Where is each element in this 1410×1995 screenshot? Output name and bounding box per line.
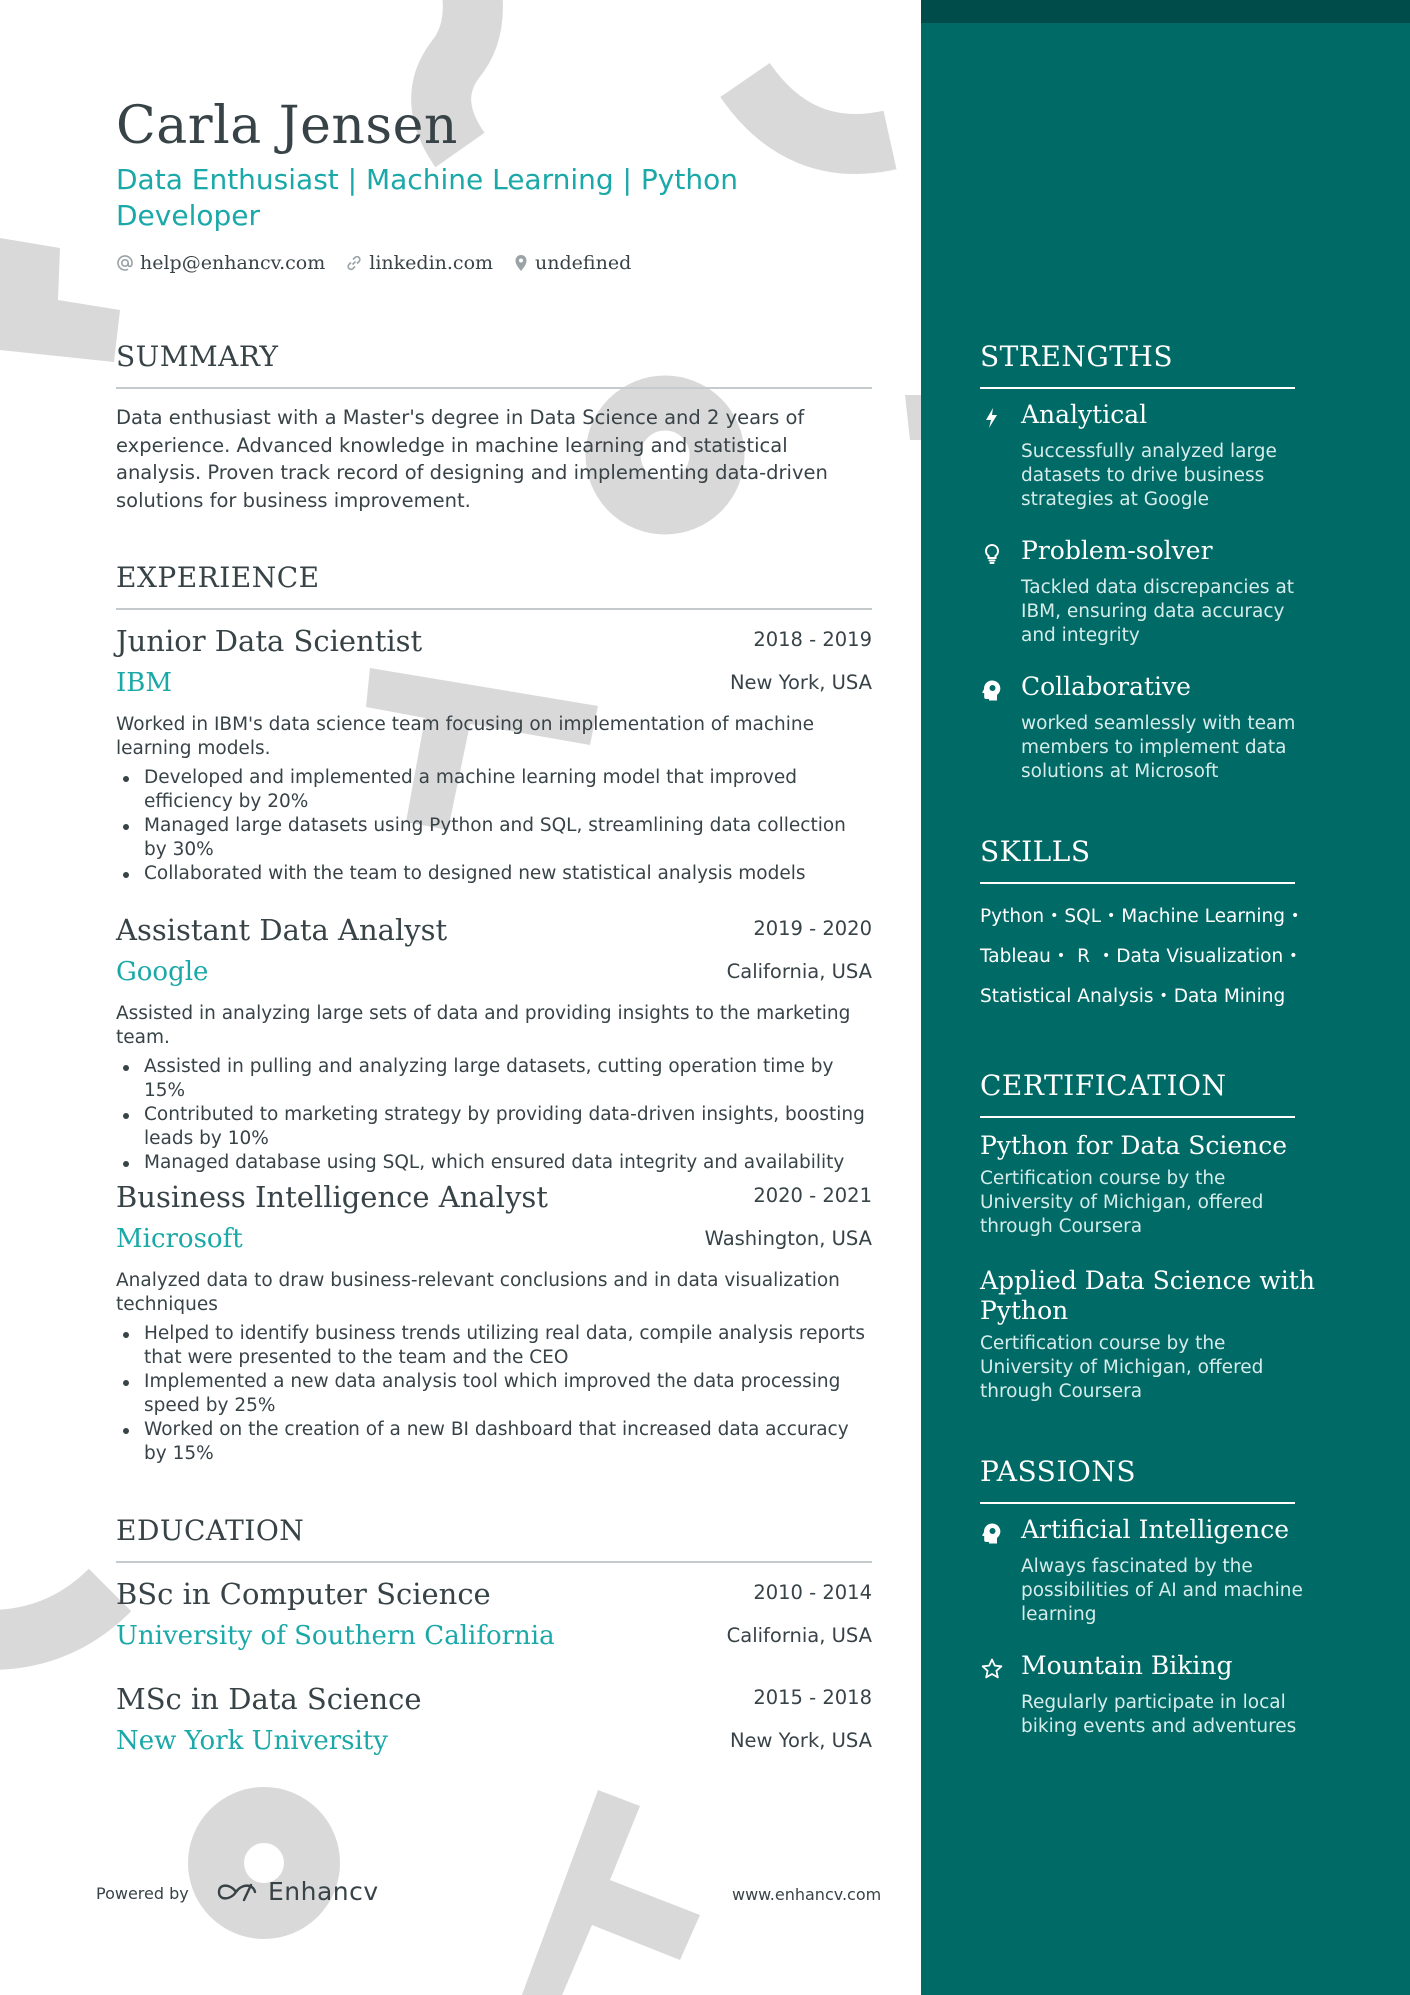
- contact-email[interactable]: [116, 252, 325, 274]
- skill-row: [980, 896, 1320, 936]
- job-bullet: Collaborated with the team to designed new statistical analysis models: [116, 862, 872, 886]
- education-dates: 2010 - 2014: [753, 1581, 872, 1604]
- education-degree: BSc in Computer Science: [116, 1577, 491, 1611]
- skill-separator: •: [1102, 948, 1111, 964]
- strength-description: Successfully analyzed large datasets to drive business strategies at Google: [1021, 441, 1277, 510]
- lightbulb-icon: [980, 542, 1004, 566]
- job-dates: 2020 - 2021: [753, 1184, 872, 1207]
- skill-tag: R: [1077, 945, 1091, 967]
- experience-title: EXPERIENCE: [116, 561, 320, 594]
- job-entry: [116, 913, 872, 1173]
- job-title: Junior Data Scientist: [116, 624, 423, 658]
- job-title: Business Intelligence Analyst: [116, 1180, 548, 1214]
- job-location: Washington, USA: [704, 1227, 872, 1250]
- strength-description: worked seamlessly with team members to implement data solutions at Microsoft: [1021, 713, 1296, 782]
- certification-description: Certification course by the University of Michigan, offered through Coursera: [980, 1333, 1264, 1402]
- education-location: California, USA: [726, 1624, 872, 1647]
- skill-tag: Statistical Analysis: [980, 985, 1154, 1007]
- job-bullet: Managed large datasets using Python and SQL, streamlining data collection by 30%: [116, 814, 872, 862]
- skill-separator: •: [1107, 908, 1116, 924]
- job-bullet: Managed database using SQL, which ensured data integrity and availability: [116, 1151, 872, 1175]
- strength-title: Problem-solver: [1021, 536, 1213, 565]
- passion-title: Mountain Biking: [1021, 1651, 1233, 1680]
- contact-location: [513, 252, 631, 274]
- skill-tag: Machine Learning: [1121, 905, 1285, 927]
- strength-item: [980, 672, 1360, 792]
- education-school: University of Southern California: [116, 1621, 555, 1651]
- strength-title: Collaborative: [1021, 672, 1191, 701]
- job-title: Assistant Data Analyst: [116, 913, 448, 947]
- skills-list: [980, 896, 1320, 1016]
- sidebar-top-bar: [921, 0, 1410, 23]
- summary-divider: [116, 387, 872, 389]
- certification-divider: [980, 1116, 1295, 1118]
- passion-description: Regularly participate in local biking events and adventures: [1021, 1692, 1297, 1737]
- job-bullet-list: [116, 766, 872, 886]
- education-location: New York, USA: [729, 1729, 872, 1752]
- education-entry: [116, 1682, 872, 1762]
- enhancv-logo[interactable]: [214, 1877, 379, 1906]
- enhancv-logo-icon: [214, 1879, 260, 1905]
- job-description: Assisted in analyzing large sets of data and providing insights to the marketing team.: [116, 1003, 851, 1048]
- candidate-headline: Data Enthusiast | Machine Learning | Python Developer: [116, 163, 738, 232]
- education-entry: [116, 1577, 872, 1657]
- job-bullet: Implemented a new data analysis tool which improved the data processing speed by 25%: [116, 1370, 872, 1418]
- link-icon: [345, 254, 363, 272]
- education-school: New York University: [116, 1726, 388, 1756]
- star-outline-icon: [980, 1657, 1004, 1681]
- job-bullet: Contributed to marketing strategy by providing data-driven insights, boosting leads by 10%: [116, 1103, 872, 1151]
- skill-separator: •: [1050, 908, 1059, 924]
- passion-title: Artificial Intelligence: [1021, 1515, 1290, 1544]
- job-bullet: Developed and implemented a machine learning model that improved efficiency by 20%: [116, 766, 872, 814]
- passions-title: PASSIONS: [980, 1455, 1137, 1488]
- skill-tag: Tableau: [980, 945, 1051, 967]
- certification-item: [980, 1266, 1320, 1404]
- job-company: Microsoft: [116, 1224, 243, 1254]
- skill-separator: •: [1159, 988, 1168, 1004]
- contact-email-text: help@enhancv.com: [140, 252, 326, 274]
- skill-tag: Python: [980, 905, 1045, 927]
- skill-tag: SQL: [1064, 905, 1102, 927]
- job-description: Worked in IBM's data science team focusing on implementation of machine learning models.: [116, 714, 815, 759]
- skills-divider: [980, 882, 1295, 884]
- certification-name: Applied Data Science with Python: [980, 1266, 1315, 1325]
- strength-description: Tackled data discrepancies at IBM, ensuring data accuracy and integrity: [1021, 577, 1295, 646]
- passion-item: [980, 1651, 1360, 1751]
- skill-separator: •: [1056, 948, 1066, 964]
- education-title: EDUCATION: [116, 1514, 305, 1547]
- job-bullet-list: [116, 1322, 872, 1466]
- skill-separator: •: [1289, 948, 1298, 964]
- job-bullet: Helped to identify business trends utilizing real data, compile analysis reports that were presented to the team and the CEO: [116, 1322, 872, 1370]
- certification-title: CERTIFICATION: [980, 1069, 1227, 1102]
- strength-item: [980, 536, 1360, 656]
- skill-tag: Data Visualization: [1116, 945, 1284, 967]
- contact-linkedin[interactable]: [345, 252, 493, 274]
- location-pin-icon: [513, 254, 529, 272]
- at-icon: [116, 254, 134, 272]
- strengths-title: STRENGTHS: [980, 340, 1174, 373]
- contact-info: [116, 252, 651, 274]
- strength-item: [980, 400, 1360, 520]
- job-location: New York, USA: [729, 671, 872, 694]
- powered-by-label: Powered by: [96, 1884, 189, 1903]
- skill-tag: Data Mining: [1173, 985, 1286, 1007]
- job-company: Google: [116, 957, 209, 987]
- strengths-divider: [980, 387, 1295, 389]
- job-bullet: Worked on the creation of a new BI dashboard that increased data accuracy by 15%: [116, 1418, 872, 1466]
- skill-separator: •: [1290, 908, 1300, 924]
- education-divider: [116, 1561, 872, 1563]
- head-brain-icon: [980, 1521, 1004, 1545]
- education-degree: MSc in Data Science: [116, 1682, 422, 1716]
- job-description: Analyzed data to draw business-relevant conclusions and in data visualization techniques: [116, 1270, 840, 1315]
- job-company: IBM: [116, 668, 172, 698]
- strength-title: Analytical: [1021, 400, 1148, 429]
- job-dates: 2019 - 2020: [753, 917, 872, 940]
- summary-text: Data enthusiast with a Master's degree in Data Science and 2 years of experience. Advanced knowledge in machine learning and statistical analysis. Proven track record of designing and implementing data-driven solutions for business improvement.: [116, 406, 828, 512]
- passion-item: [980, 1515, 1360, 1635]
- contact-linkedin-text: linkedin.com: [369, 252, 494, 274]
- skill-row: [980, 936, 1320, 976]
- certification-description: Certification course by the University of Michigan, offered through Coursera: [980, 1168, 1264, 1237]
- candidate-name: Carla Jensen: [116, 96, 458, 156]
- passions-divider: [980, 1502, 1295, 1504]
- passion-description: Always fascinated by the possibilities of AI and machine learning: [1021, 1556, 1303, 1625]
- job-dates: 2018 - 2019: [753, 628, 872, 651]
- job-entry: [116, 1180, 872, 1470]
- summary-title: SUMMARY: [116, 340, 279, 373]
- certification-name: Python for Data Science: [980, 1131, 1288, 1160]
- job-entry: [116, 624, 872, 890]
- skill-row: [980, 976, 1320, 1016]
- sidebar: [921, 0, 1410, 1995]
- job-location: California, USA: [726, 960, 872, 983]
- skills-title: SKILLS: [980, 835, 1091, 868]
- lightning-icon: [980, 406, 1004, 430]
- experience-divider: [116, 608, 872, 610]
- education-dates: 2015 - 2018: [753, 1686, 872, 1709]
- job-bullet-list: [116, 1055, 872, 1175]
- job-bullet: Assisted in pulling and analyzing large datasets, cutting operation time by 15%: [116, 1055, 872, 1103]
- certification-item: [980, 1131, 1320, 1239]
- contact-location-text: undefined: [535, 252, 632, 274]
- footer-url[interactable]: www.enhancv.com: [732, 1885, 882, 1904]
- head-brain-icon: [980, 678, 1004, 702]
- enhancv-logo-text: Enhancv: [268, 1877, 379, 1906]
